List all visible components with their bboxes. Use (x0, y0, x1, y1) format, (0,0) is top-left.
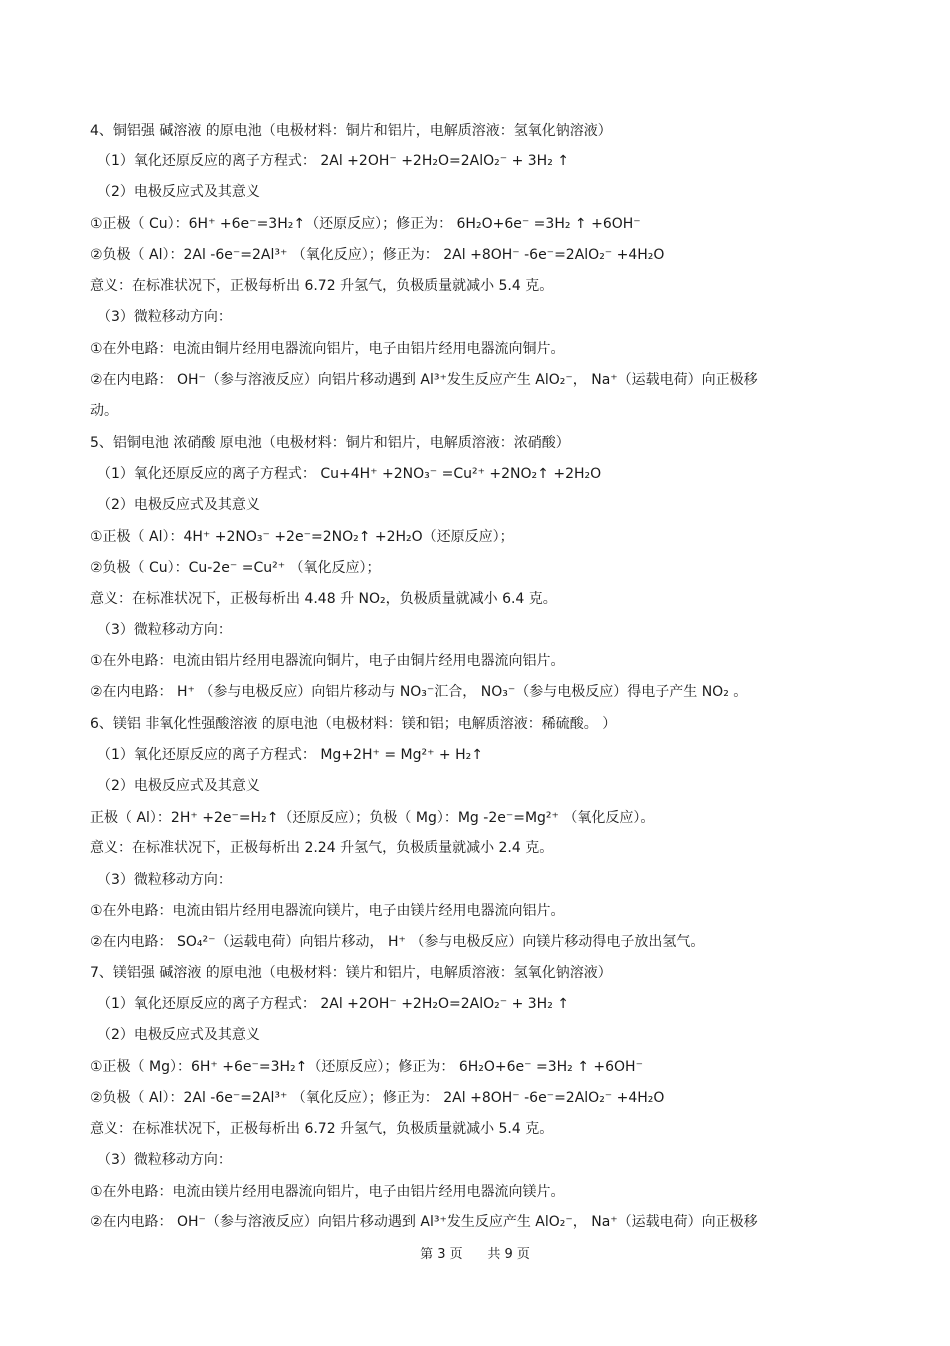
text-line: （1）氧化还原反应的离子方程式： 2Al +2OH⁻ +2H₂O=2AlO₂⁻ + 3H₂ ↑ (97, 153, 569, 169)
section-heading-4: 4、铜铝强 碱溶液 的原电池（电极材料：铜片和铝片，电解质溶液：氢氧化钠溶液） (90, 123, 612, 139)
section-heading-5: 5、铝铜电池 浓硝酸 原电池（电极材料：铜片和铝片，电解质溶液：浓硝酸） (90, 435, 570, 451)
text-line: 动。 (90, 403, 118, 419)
text-line: （1）氧化还原反应的离子方程式： 2Al +2OH⁻ +2H₂O=2AlO₂⁻ + 3H₂ ↑ (97, 996, 569, 1012)
text-line: ②在内电路： OH⁻（参与溶液反应）向铝片移动遇到 Al³⁺发生反应产生 AlO₂⁻， Na⁺（运载电荷）向正极移 (90, 372, 758, 388)
text-line: （2）电极反应式及其意义 (97, 778, 260, 794)
text-line: ②负极（ Al）：2Al -6e⁻=2Al³⁺ （氧化反应）；修正为： 2Al +8OH⁻ -6e⁻=2AlO₂⁻ +4H₂O (90, 1090, 665, 1106)
text-line: 意义：在标准状况下，正极每析出 2.24 升氢气，负极质量就减小 2.4 克。 (90, 840, 554, 856)
text-line: 意义：在标准状况下，正极每析出 6.72 升氢气，负极质量就减小 5.4 克。 (90, 278, 554, 294)
text-line: 意义：在标准状况下，正极每析出 6.72 升氢气，负极质量就减小 5.4 克。 (90, 1121, 554, 1137)
text-line: （2）电极反应式及其意义 (97, 497, 260, 513)
text-line: ①在外电路：电流由镁片经用电器流向铝片，电子由铝片经用电器流向镁片。 (90, 1184, 565, 1200)
text-line: （3）微粒移动方向： (97, 309, 232, 325)
text-line: ①正极（ Al）：4H⁺ +2NO₃⁻ +2e⁻=2NO₂↑ +2H₂O（还原反应）； (90, 529, 514, 545)
section-heading-6: 6、镁铝 非氧化性强酸溶液 的原电池（电极材料：镁和铝；电解质溶液：稀硫酸。 ） (90, 716, 617, 732)
text-line: ②在内电路： SO₄²⁻（运载电荷）向铝片移动， H⁺ （参与电极反应）向镁片移动得电子放出氢气。 (90, 934, 705, 950)
text-line: （2）电极反应式及其意义 (97, 184, 260, 200)
text-line: 意义：在标准状况下，正极每析出 4.48 升 NO₂，负极质量就减小 6.4 克。 (90, 591, 557, 607)
text-line: （3）微粒移动方向： (97, 622, 232, 638)
text-line: （1）氧化还原反应的离子方程式： Mg+2H⁺ = Mg²⁺ + H₂↑ (97, 747, 483, 763)
text-line: （2）电极反应式及其意义 (97, 1027, 260, 1043)
section-heading-7: 7、镁铝强 碱溶液 的原电池（电极材料：镁片和铝片，电解质溶液：氢氧化钠溶液） (90, 965, 612, 981)
page-footer: 第 3 页 共 9 页 (420, 1247, 530, 1262)
text-line: 正极（ Al）：2H⁺ +2e⁻=H₂↑（还原反应）；负极（ Mg）：Mg -2e⁻=Mg²⁺ （氧化反应）。 (90, 810, 655, 826)
text-line: ②在内电路： H⁺ （参与电极反应）向铝片移动与 NO₃⁻汇合， NO₃⁻（参与电极反应）得电子产生 NO₂ 。 (90, 684, 748, 700)
text-line: ①在外电路：电流由铝片经用电器流向镁片，电子由镁片经用电器流向铝片。 (90, 903, 565, 919)
text-line: ②在内电路： OH⁻（参与溶液反应）向铝片移动遇到 Al³⁺发生反应产生 AlO₂⁻， Na⁺（运载电荷）向正极移 (90, 1214, 758, 1230)
text-line: （1）氧化还原反应的离子方程式： Cu+4H⁺ +2NO₃⁻ =Cu²⁺ +2NO₂↑ +2H₂O (97, 466, 602, 482)
text-line: ①在外电路：电流由铜片经用电器流向铝片，电子由铝片经用电器流向铜片。 (90, 341, 565, 357)
text-line: （3）微粒移动方向： (97, 872, 232, 888)
text-line: ②负极（ Al）：2Al -6e⁻=2Al³⁺ （氧化反应）；修正为： 2Al +8OH⁻ -6e⁻=2AlO₂⁻ +4H₂O (90, 247, 665, 263)
text-line: ①正极（ Mg）：6H⁺ +6e⁻=3H₂↑（还原反应）；修正为： 6H₂O+6e⁻ =3H₂ ↑ +6OH⁻ (90, 1059, 643, 1075)
text-line: ①正极（ Cu）：6H⁺ +6e⁻=3H₂↑（还原反应）；修正为： 6H₂O+6e⁻ =3H₂ ↑ +6OH⁻ (90, 216, 641, 232)
text-line: （3）微粒移动方向： (97, 1152, 232, 1168)
text-line: ②负极（ Cu）：Cu-2e⁻ =Cu²⁺ （氧化反应）； (90, 560, 381, 576)
text-line: ①在外电路：电流由铝片经用电器流向铜片，电子由铜片经用电器流向铝片。 (90, 653, 565, 669)
